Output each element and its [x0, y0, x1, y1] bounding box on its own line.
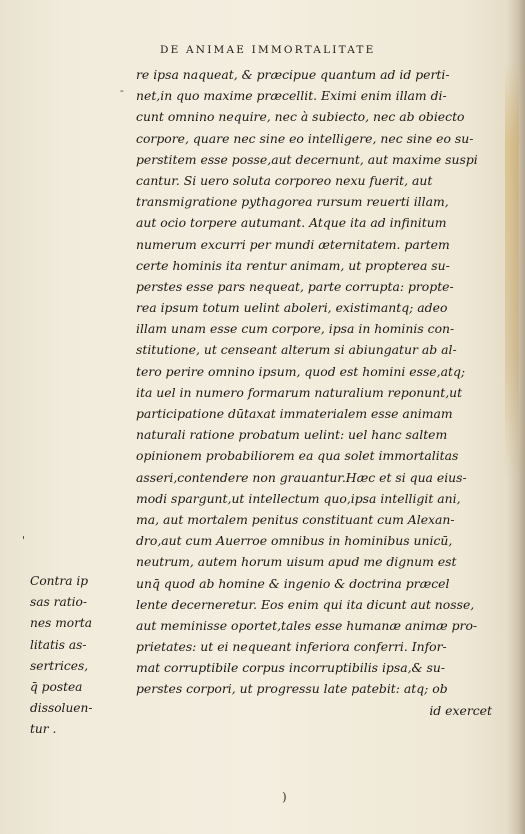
- text-line: cunt omnino nequire, nec à subiecto, nec ab obiecto: [136, 109, 465, 125]
- text-line: unq̄ quod ab homine & ingenio & doctrina præcel: [136, 575, 450, 591]
- text-line: illam unam esse cum corpore, ipsa in hominis con-: [136, 321, 455, 337]
- text-line: perstes esse pars nequeat, parte corrupta: propte-: [136, 278, 454, 294]
- text-line: asseri,contendere non grauantur.Hæc et si qua eius-: [136, 469, 467, 485]
- text-line: prietates: ut ei nequeant inferiora conferri. Infor-: [136, 639, 447, 655]
- text-line: tero perire omnino ipsum, quod est homini esse,atq;: [136, 363, 466, 379]
- marginal-note-line: Contra ip: [30, 574, 89, 588]
- text-line-last: id exercet: [429, 702, 492, 718]
- text-line: stitutione, ut censeant alterum si abiungatur ab al-: [136, 342, 457, 358]
- text-line: corpore, quare nec sine eo intelligere, nec sine eo su-: [136, 130, 474, 146]
- page-mark: ): [282, 790, 287, 804]
- running-title: DE ANIMAE IMMORTALITATE: [160, 44, 376, 56]
- marginal-note-line: nes morta: [30, 616, 93, 631]
- text-line: transmigratione pythagorea rursum reuerti illam,: [136, 194, 449, 210]
- text-line: rea ipsum totum uelint aboleri, existimantq; adeo: [136, 300, 448, 316]
- text-line: participatione dūtaxat immaterialem esse animam: [136, 406, 453, 421]
- marginal-note-line: tur .: [30, 722, 57, 737]
- text-line: certe hominis ita rentur animam, ut propterea su-: [136, 257, 450, 273]
- text-line: numerum excurri per mundi æternitatem. partem: [136, 236, 450, 252]
- text-line: ma, aut mortalem penitus constituant cum Alexan-: [136, 511, 455, 527]
- marginal-note: [30, 571, 130, 741]
- margin-mark: -: [120, 84, 124, 97]
- text-line: perstitem esse posse,aut decernunt, aut maxime suspi: [136, 151, 478, 167]
- text-line: re ipsa naqueat, & præcipue quantum ad id perti-: [136, 67, 450, 82]
- text-line: naturali ratione probatum uelint: uel hanc saltem: [136, 427, 448, 443]
- text-line: net,in quo maxime præcellit. Eximi enim illam di-: [136, 88, 447, 104]
- marginal-note-line: q̄ postea: [30, 679, 83, 694]
- main-text-block: [136, 64, 492, 721]
- text-line: ita uel in numero formarum naturalium reponunt,ut: [136, 384, 463, 400]
- text-line: mat corruptibile corpus incorruptibilis ipsa,& su-: [136, 660, 446, 676]
- text-line: aut meminisse oportet,tales esse humanæ animæ pro-: [136, 617, 478, 633]
- text-line: dro,aut cum Auerroe omnibus in hominibus unicū,: [136, 533, 453, 549]
- text-line: lente decerneretur. Eos enim qui ita dicunt aut nosse,: [136, 596, 475, 612]
- marginal-note-line: sertrices,: [30, 658, 89, 673]
- page-stain: [505, 60, 519, 480]
- margin-tick: ': [22, 534, 26, 547]
- text-line: modi spargunt,ut intellectum quo,ipsa intelligit ani,: [136, 490, 461, 506]
- marginal-note-line: sas ratio-: [30, 595, 87, 610]
- marginal-note-line: litatis as-: [30, 637, 87, 652]
- text-line: aut ocio torpere autumant. Atque ita ad infinitum: [136, 215, 447, 231]
- text-line: cantur. Si uero soluta corporeo nexu fuerit, aut: [136, 172, 433, 188]
- text-line: opinionem probabiliorem ea qua solet immortalitas: [136, 448, 459, 464]
- text-line: perstes corpori, ut progressu late patebit: atq; ob: [136, 681, 448, 697]
- text-line: neutrum, autem horum uisum apud me dignum est: [136, 554, 457, 570]
- marginal-note-line: dissoluen-: [30, 701, 93, 716]
